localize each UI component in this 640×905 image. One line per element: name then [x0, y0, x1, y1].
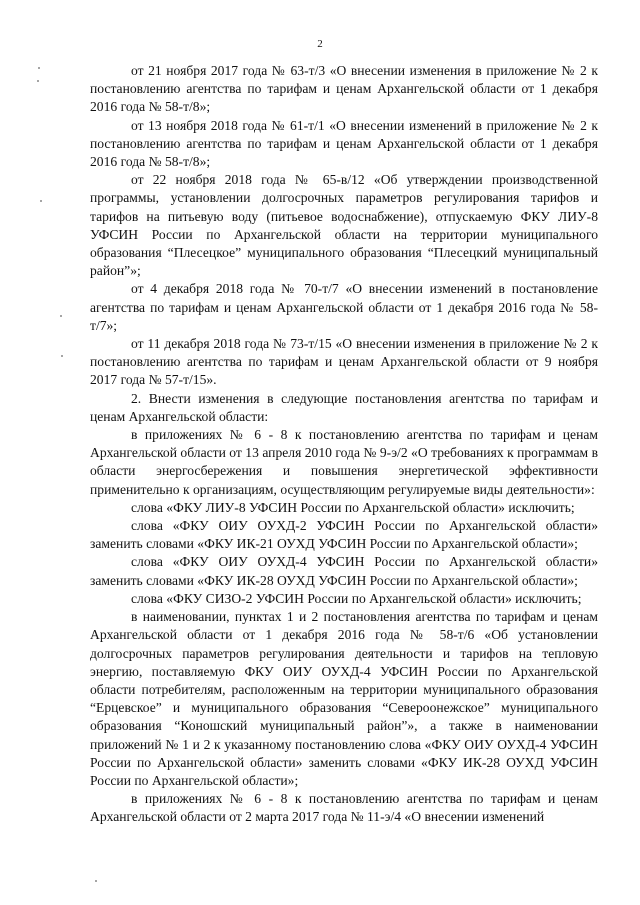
scan-speck — [37, 80, 39, 82]
paragraph-11: слова «ФКУ СИЗО-2 УФСИН России по Архангельской области» исключить; — [131, 590, 582, 606]
paragraph-8: слова «ФКУ ЛИУ-8 УФСИН России по Архангельской области» исключить; — [131, 499, 575, 515]
paragraph-13: в приложениях № 6 - 8 к постановлению агентства по тарифам и ценам Архангельской области от 2 марта 2017 года № 11-э/4 «О внесении изменений — [90, 791, 598, 825]
paragraph-10: слова «ФКУ ОИУ ОУХД-4 УФСИН России по Архангельской области» заменить словами «ФКУ ИК-28 ОУХД УФСИН России по Архангельской области»; — [90, 554, 598, 588]
paragraph-5: от 11 декабря 2018 года № 73-т/15 «О внесении изменения в приложение № 2 к постановлению агентства по тарифам и ценам Архангельской области от 9 ноября 2017 года № 57-т/15». — [90, 336, 598, 388]
document-body — [90, 62, 598, 827]
paragraph-12: в наименовании, пунктах 1 и 2 постановления агентства по тарифам и ценам Архангельской области от 1 декабря 2016 года № 58-т/6 «Об установлении долгосрочных параметров регулирования деятельности и тарифов на тепловую энергию, поставляемую ФКУ ОИУ ОУХД-4 УФСИН России по Архангельской области потребителям, расположенным на территории муниципального образования “Ерцевское” и муниципального образования “Североонежское” муниципального образования “Коношский муниципальный район”», а также в наименовании приложений № 1 и 2 к указанному постановлению слова «ФКУ ОИУ ОУХД-4 УФСИН России по Архангельской области» заменить словами «ФКУ ИК-28 ОУХД УФСИН России по Архангельской области»; — [90, 609, 598, 788]
paragraph-1: от 21 ноября 2017 года № 63-т/3 «О внесении изменения в приложение № 2 к постановлению агентства по тарифам и ценам Архангельской области от 1 декабря 2016 года № 58-т/8»; — [90, 63, 598, 115]
paragraph-7: в приложениях № 6 - 8 к постановлению агентства по тарифам и ценам Архангельской области от 13 апреля 2010 года № 9-э/2 «О требованиях к программам в области энергосбережения и повышения энергетической эффективности применительно к организациям, осуществляющим регулируемые виды деятельности»: — [90, 427, 598, 497]
page-number: 2 — [317, 38, 323, 50]
scan-speck — [95, 880, 97, 882]
paragraph-6: 2. Внести изменения в следующие постановления агентства по тарифам и ценам Архангельской области: — [90, 390, 598, 424]
scan-speck — [38, 67, 40, 69]
paragraph-4: от 4 декабря 2018 года № 70-т/7 «О внесении изменений в постановление агентства по тарифам и ценам Архангельской области от 1 декабря 2016 года № 58-т/7»; — [90, 281, 598, 333]
scan-speck — [60, 315, 62, 317]
scan-speck — [40, 200, 42, 202]
scan-speck — [61, 355, 63, 357]
paragraph-9: слова «ФКУ ОИУ ОУХД-2 УФСИН России по Архангельской области» заменить словами «ФКУ ИК-21 ОУХД УФСИН России по Архангельской области»; — [90, 518, 598, 552]
paragraph-3: от 22 ноября 2018 года № 65-в/12 «Об утверждении производственной программы, установлении долгосрочных параметров регулирования тарифов и тарифов на питьевую воду (питьевое водоснабжение), отпускаемую ФКУ ЛИУ-8 УФСИН России по Архангельской области на территории муниципального образования “Плесецкое” муниципального образования “Плесецкий муниципальный район”»; — [90, 172, 598, 279]
paragraph-2: от 13 ноября 2018 года № 61-т/1 «О внесении изменений в приложение № 2 к постановлению агентства по тарифам и ценам Архангельской области от 1 декабря 2016 года № 58-т/8»; — [90, 117, 598, 170]
